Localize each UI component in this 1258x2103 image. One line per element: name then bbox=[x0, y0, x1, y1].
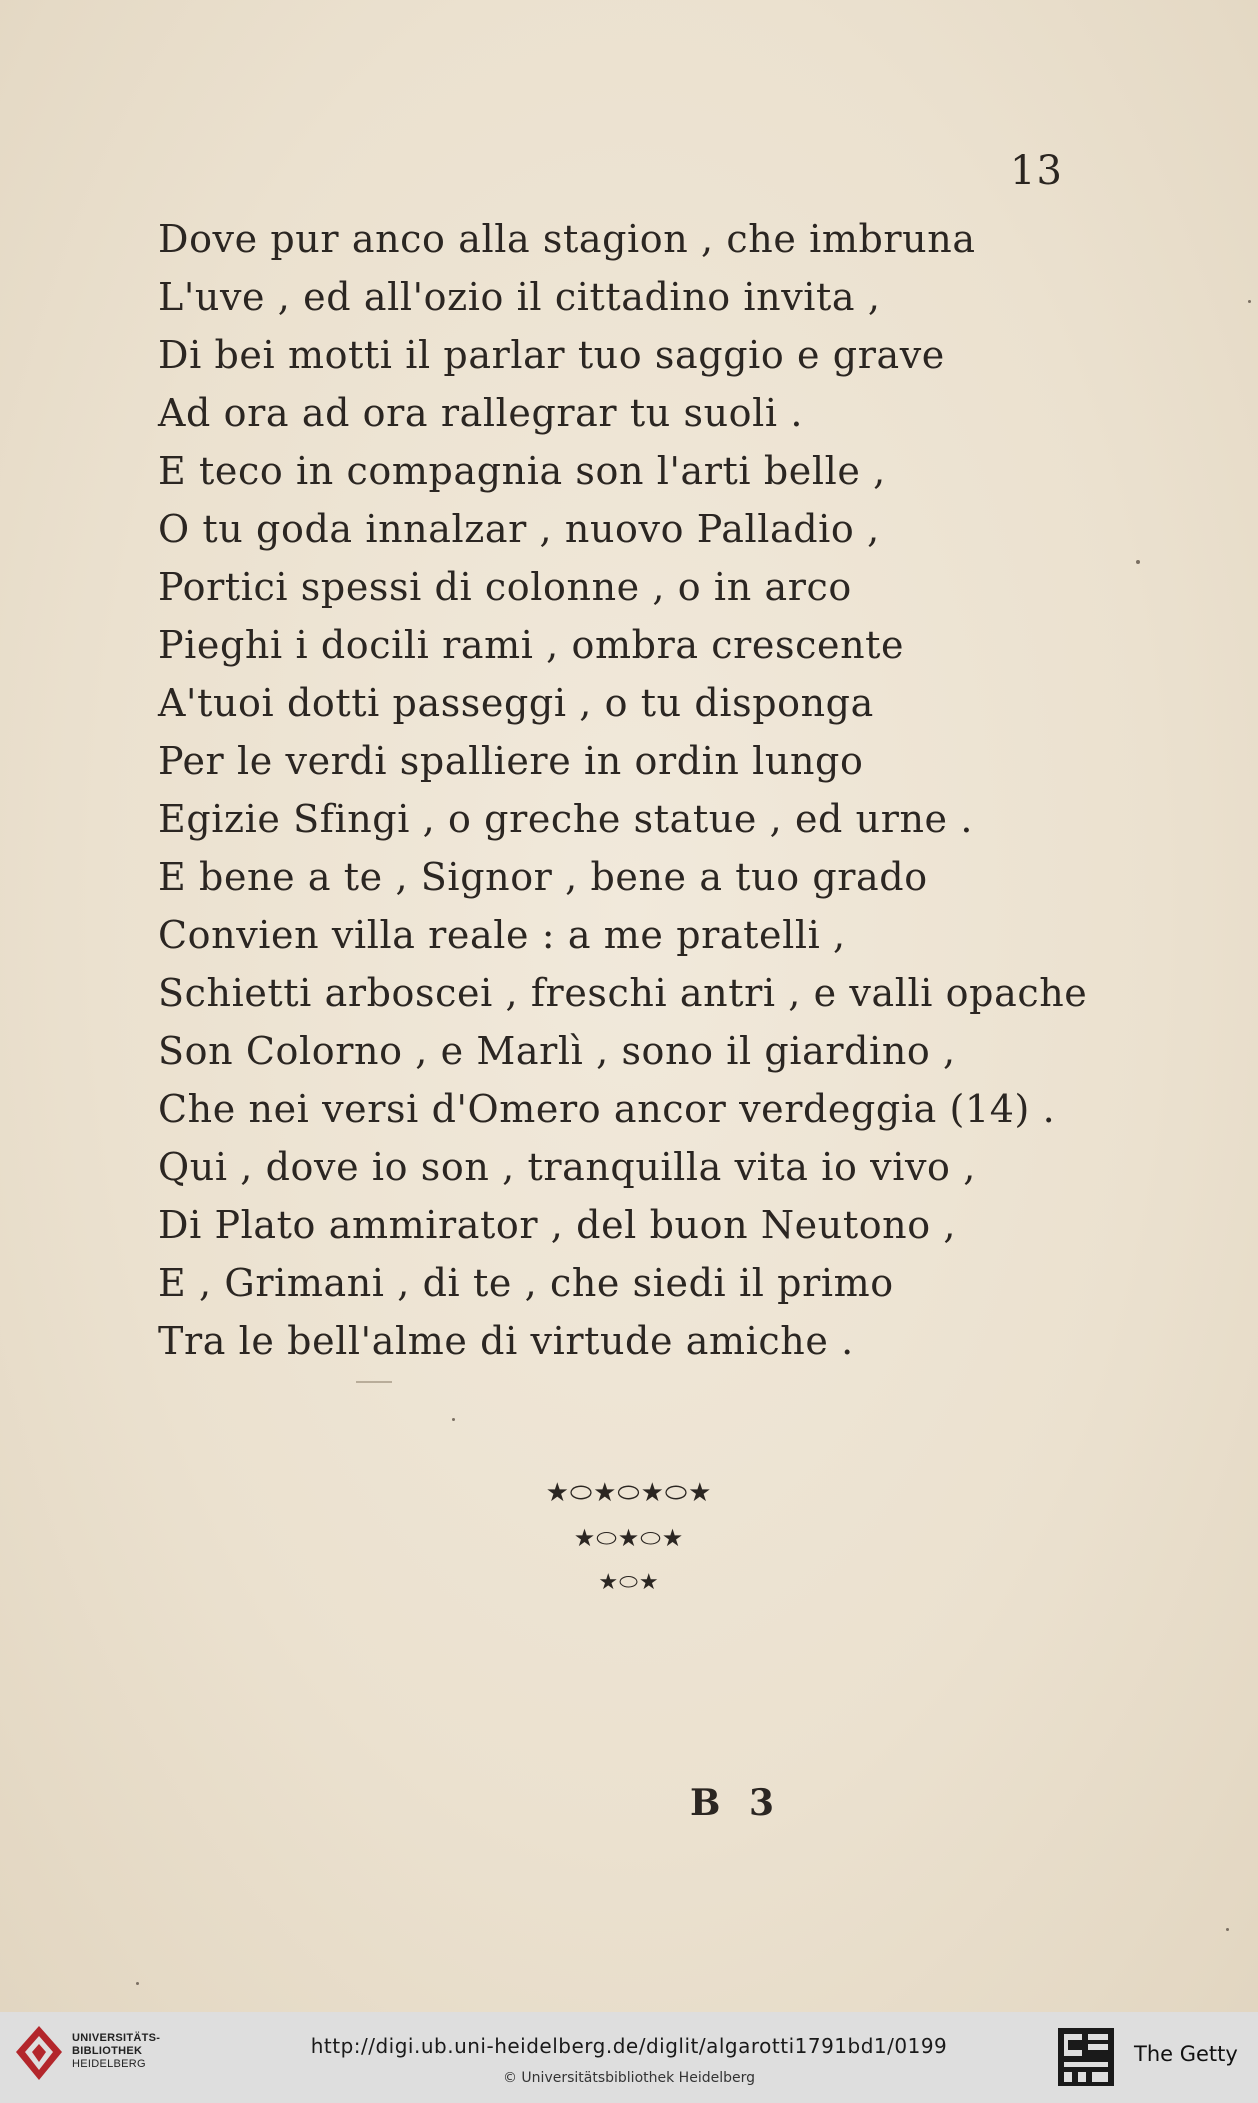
paper-speck bbox=[1248, 300, 1251, 303]
divider-rule bbox=[356, 1381, 392, 1383]
paper-speck bbox=[1226, 1928, 1229, 1931]
verse-line: Per le verdi spalliere in ordin lungo bbox=[158, 739, 864, 783]
ornament-row: ★⬭★ bbox=[598, 1570, 660, 1595]
verse-line: Di Plato ammirator , del buon Neutono , bbox=[158, 1203, 957, 1247]
ornament-row: ★⬭★⬭★ bbox=[573, 1524, 685, 1552]
ornament-row: ★⬭★⬭★⬭★ bbox=[545, 1478, 713, 1508]
getty-logo-icon bbox=[1058, 2028, 1114, 2086]
verse-line: O tu goda innalzar , nuovo Palladio , bbox=[158, 507, 880, 551]
library-name-line: BIBLIOTHEK bbox=[72, 2045, 143, 2057]
page-number: 13 bbox=[1010, 148, 1063, 194]
verse-line: Egizie Sfingi , o greche statue , ed urne . bbox=[158, 797, 974, 841]
signature-mark: B 3 bbox=[690, 1782, 783, 1824]
verse-line: Schietti arboscei , freschi antri , e valli opache bbox=[158, 971, 1088, 1015]
verse-line: E , Grimani , di te , che siedi il primo bbox=[158, 1261, 894, 1305]
verse-line: Dove pur anco alla stagion , che imbruna bbox=[158, 217, 976, 261]
poem-text bbox=[158, 210, 1118, 1370]
library-name-line: UNIVERSITÄTS- bbox=[72, 2032, 161, 2044]
verse-line: Di bei motti il parlar tuo saggio e grave bbox=[158, 333, 945, 377]
verse-line: Ad ora ad ora rallegrar tu suoli . bbox=[158, 391, 804, 435]
verse-line: Che nei versi d'Omero ancor verdeggia (14) . bbox=[158, 1087, 1056, 1131]
verse-line: Portici spessi di colonne , o in arco bbox=[158, 565, 852, 609]
verse-line: Convien villa reale : a me pratelli , bbox=[158, 913, 846, 957]
verse-line: Pieghi i docili rami , ombra crescente bbox=[158, 623, 905, 667]
paper-speck bbox=[136, 1982, 139, 1985]
verse-line: Tra le bell'alme di virtude amiche . bbox=[158, 1319, 854, 1363]
viewer-footer bbox=[0, 2012, 1258, 2103]
paper-speck bbox=[1136, 560, 1140, 564]
copyright-notice: © Universitätsbibliothek Heidelberg bbox=[502, 2070, 755, 2086]
verse-line: Son Colorno , e Marlì , sono il giardino , bbox=[158, 1029, 956, 1073]
partner-name: The Getty bbox=[1134, 2042, 1238, 2066]
library-name-line: HEIDELBERG bbox=[72, 2058, 146, 2070]
verse-line: L'uve , ed all'ozio il cittadino invita , bbox=[158, 275, 881, 319]
verse-line: E teco in compagnia son l'arti belle , bbox=[158, 449, 886, 493]
paper-speck bbox=[452, 1418, 455, 1421]
verse-line: E bene a te , Signor , bene a tuo grado bbox=[158, 855, 928, 899]
permalink-url[interactable]: http://digi.ub.uni-heidelberg.de/diglit/algarotti1791bd1/0199 bbox=[310, 2034, 948, 2058]
verse-line: A'tuoi dotti passeggi , o tu disponga bbox=[158, 681, 874, 725]
verse-line: Qui , dove io son , tranquilla vita io vivo , bbox=[158, 1145, 976, 1189]
